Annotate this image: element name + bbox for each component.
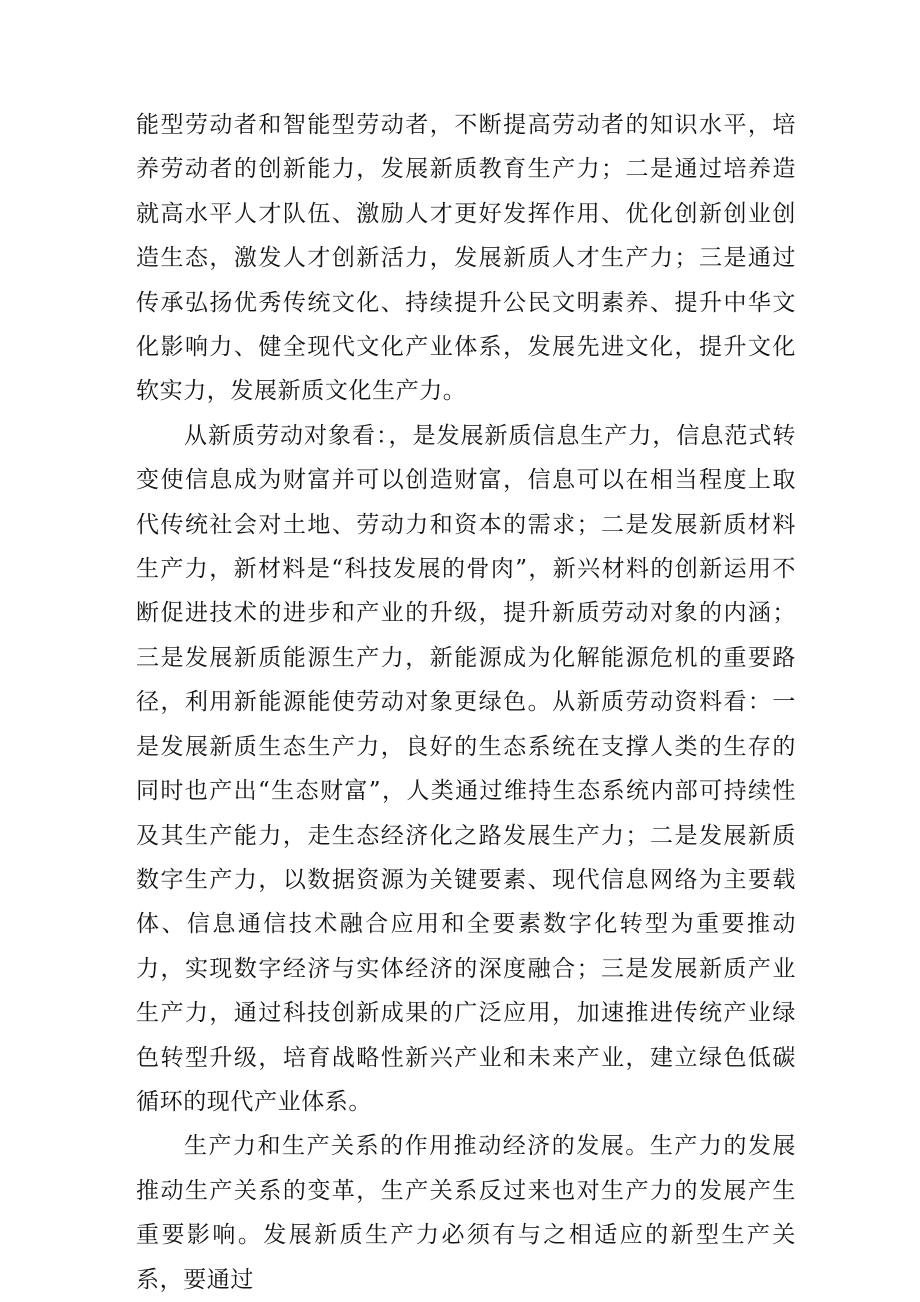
document-body [136, 103, 796, 1302]
paragraph-production-relations: 生产力和生产关系的作用推动经济的发展。生产力的发展推动生产关系的变革，生产关系反过来也对生产力的发展产生重要影响。发展新质生产力必须有与之相适应的新型生产关系，要通过 [136, 1133, 796, 1293]
paragraph-continuation: 能型劳动者和智能型劳动者，不断提高劳动者的知识水平，培养劳动者的创新能力，发展新质教育生产力；二是通过培养造就高水平人才队伍、激励人才更好发挥作用、优化创新创业创造生态，激发人才创新活力，发展新质人才生产力；三是通过传承弘扬优秀传统文化、持续提升公民文明素养、提升中华文化影响力、健全现代文化产业体系，发展先进文化，提升文化软实力，发展新质文化生产力。 [136, 112, 796, 405]
paragraph-labor-objects: 从新质劳动对象看：，是发展新质信息生产力，信息范式转变使信息成为财富并可以创造财富，信息可以在相当程度上取代传统社会对土地、劳动力和资本的需求；二是发展新质材料生产力，新材料是“科技发展的骨肉”，新兴材料的创新运用不断促进技术的进步和产业的升级，提升新质劳动对象的内涵；三是发展新质能源生产力，新能源成为化解能源危机的重要路径，利用新能源能使劳动对象更绿色。从新质劳动资料看：一是发展新质生态生产力，良好的生态系统在支撑人类的生存的同时也产出“生态财富”，人类通过维持生态系统内部可持续性及其生产能力，走生态经济化之路发展生产力；二是发展新质数字生产力，以数据资源为关键要素、现代信息网络为主要载体、信息通信技术融合应用和全要素数字化转型为重要推动力，实现数字经济与实体经济的深度融合；三是发展新质产业生产力，通过科技创新成果的广泛应用，加速推进传统产业绿色转型升级，培育战略性新兴产业和未来产业，建立绿色低碳循环的现代产业体系。 [136, 422, 796, 1115]
